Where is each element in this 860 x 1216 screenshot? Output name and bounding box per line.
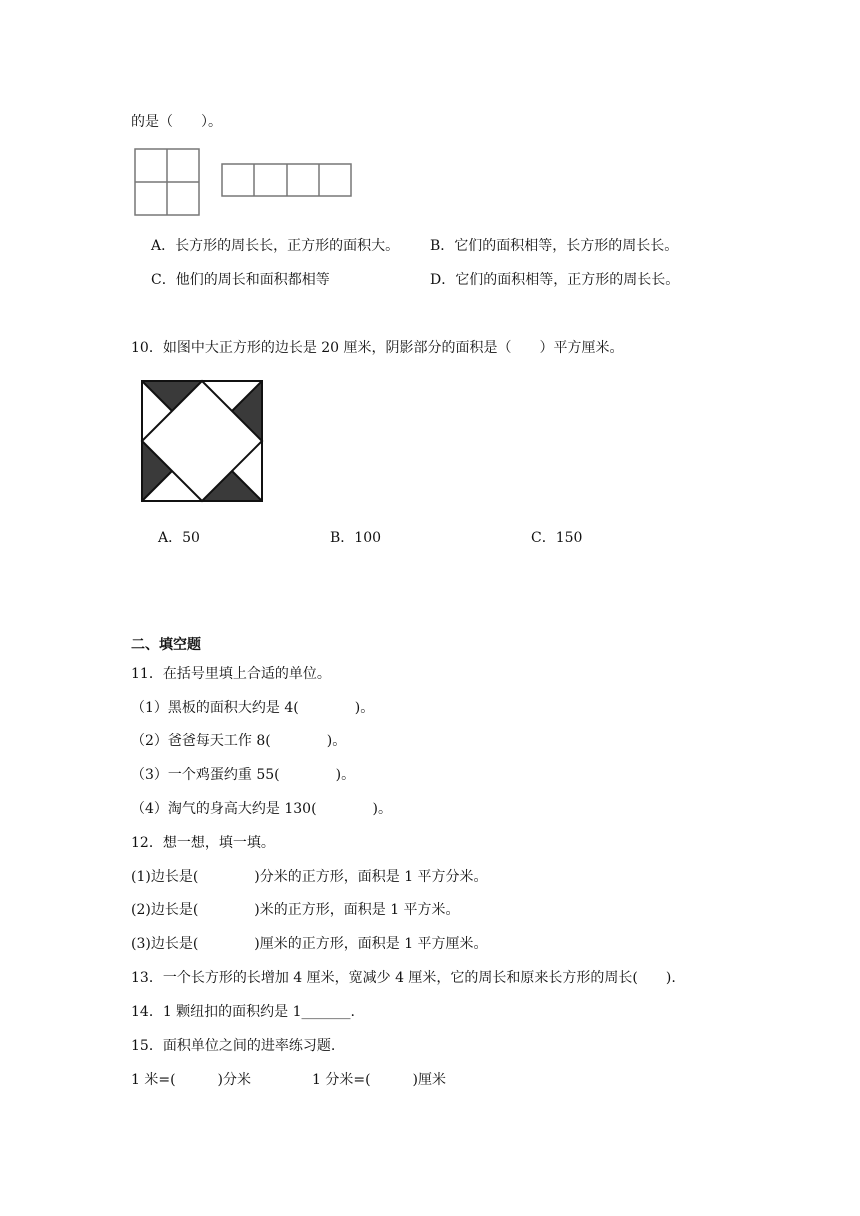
square-outline (142, 381, 262, 501)
q15-part-1: 1 米=( )分米 (131, 1072, 252, 1088)
q10-figure (138, 378, 266, 504)
q11-text: 11．在括号里填上合适的单位。 (131, 666, 331, 682)
q9-option-b: B．它们的面积相等，长方形的周长长。 (430, 238, 679, 254)
rectangle-grid (222, 164, 351, 196)
q10-option-a: A．50 (158, 530, 200, 546)
q14-text: 14．1 颗纽扣的面积约是 1_______. (131, 1004, 355, 1020)
q11-item-2: （2）爸爸每天工作 8( )。 (131, 733, 347, 749)
q10-option-c: C．150 (531, 530, 583, 546)
q10-text: 10．如图中大正方形的边长是 20 厘米，阴影部分的面积是（ ）平方厘米。 (131, 340, 624, 356)
q15-part-2: 1 分米=( )厘米 (312, 1072, 447, 1088)
q12-item-3: (3)边长是( )厘米的正方形，面积是 1 平方厘米。 (131, 936, 488, 952)
section-title: 二、填空题 (131, 637, 201, 653)
q9-option-a: A．长方形的周长长，正方形的面积大。 (151, 238, 400, 254)
q13-text: 13．一个长方形的长增加 4 厘米，宽减少 4 厘米，它的周长和原来长方形的周长( ). (131, 970, 676, 986)
q12-text: 12．想一想，填一填。 (131, 835, 275, 851)
q11-item-4: （4）淘气的身高大约是 130( )。 (131, 801, 393, 817)
q11-item-1: （1）黑板的面积大约是 4( )。 (131, 700, 375, 716)
q10-option-b: B．100 (330, 530, 382, 546)
q9-option-c: C．他们的周长和面积都相等 (151, 272, 330, 288)
q12-item-1: (1)边长是( )分米的正方形，面积是 1 平方分米。 (131, 869, 488, 885)
q12-item-2: (2)边长是( )米的正方形，面积是 1 平方米。 (131, 902, 460, 918)
q15-text: 15．面积单位之间的进率练习题. (131, 1038, 336, 1054)
q9-option-d: D．它们的面积相等，正方形的周长长。 (430, 272, 680, 288)
q9-text: 的是（ ）。 (131, 114, 222, 130)
square-grid (135, 149, 199, 215)
q11-item-3: （3）一个鸡蛋约重 55( )。 (131, 767, 356, 783)
q9-figure (130, 146, 355, 218)
